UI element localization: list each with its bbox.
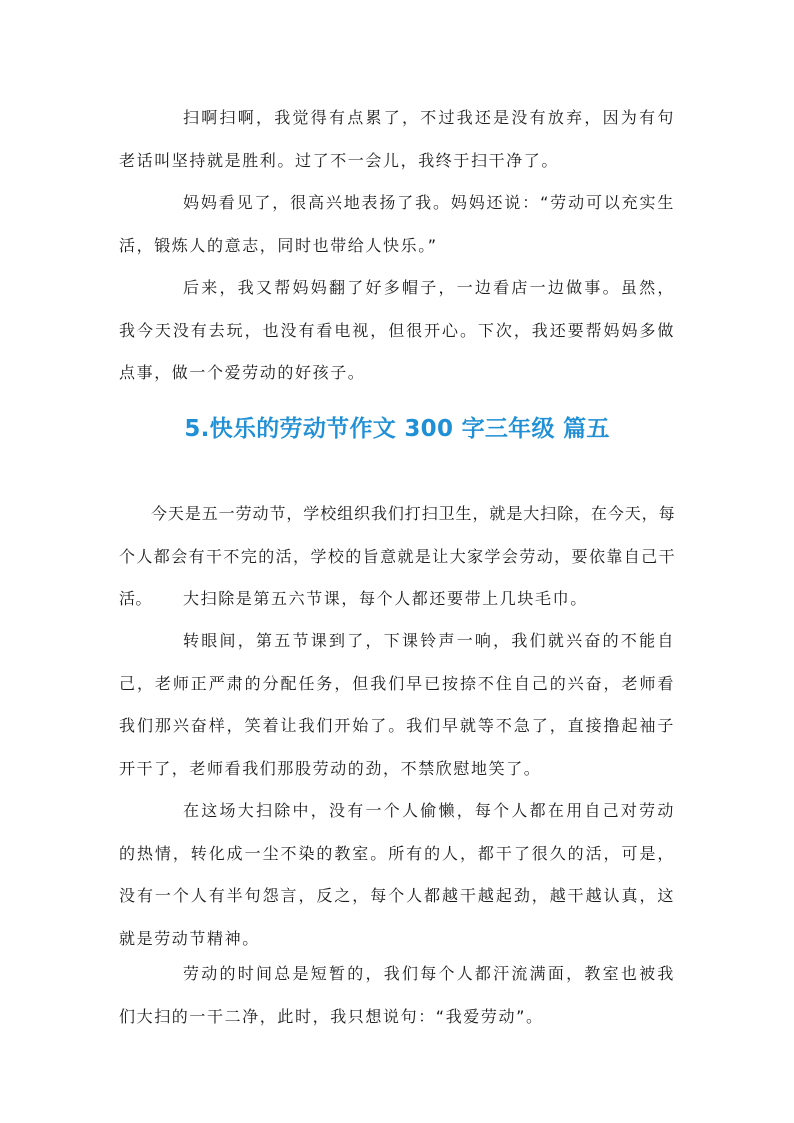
paragraph-sweeping: 扫啊扫啊，我觉得有点累了，不过我还是没有放弃，因为有句老话叫坚持就是胜利。过了不一会儿，我终于扫干净了。: [119, 108, 675, 170]
paragraph-conclusion: 劳动的时间总是短暂的，我们每个人都汗流满面，教室也被我们大扫的一干二净，此时，我只想说句：“我爱劳动”。: [119, 964, 675, 1026]
paragraph-class-bell: 转眼间，第五节课到了，下课铃声一响，我们就兴奋的不能自己，老师正严肃的分配任务，但我们早已按捺不住自己的兴奋，老师看我们那兴奋样，笑着让我们开始了。我们早就等不急了，直接撸起袖子开干了，老师看我们那股劳动的劲，不禁欣慰地笑了。: [119, 631, 675, 778]
paragraph-later: 后来，我又帮妈妈翻了好多帽子，一边看店一边做事。虽然，我今天没有去玩，也没有看电视，但很开心。下次，我还要帮妈妈多做点事，做一个爱劳动的好孩子。: [119, 278, 675, 382]
paragraph-no-slacking: 在这场大扫除中，没有一个人偷懒，每个人都在用自己对劳动的热情，转化成一尘不染的教室。所有的人，都干了很久的活，可是，没有一个人有半句怨言，反之，每个人都越干越起劲，越干越认真，这就是劳动节精神。: [119, 801, 675, 948]
section-heading: 5.快乐的劳动节作文 300 字三年级 篇五: [184, 416, 610, 442]
paragraph-labor-day: 今天是五一劳动节，学校组织我们打扫卫生，就是大扫除，在今天，每个人都会有干不完的活，学校的旨意就是让大家学会劳动，要依靠自己干活。: [119, 504, 675, 608]
paragraph-cleanup-time: 大扫除是第五六节课，每个人都还要带上几块毛巾。: [183, 589, 588, 608]
paragraph-mom-praise: 妈妈看见了，很高兴地表扬了我。妈妈还说：“劳动可以充实生活，锻炼人的意志，同时也带给人快乐。”: [119, 193, 675, 255]
